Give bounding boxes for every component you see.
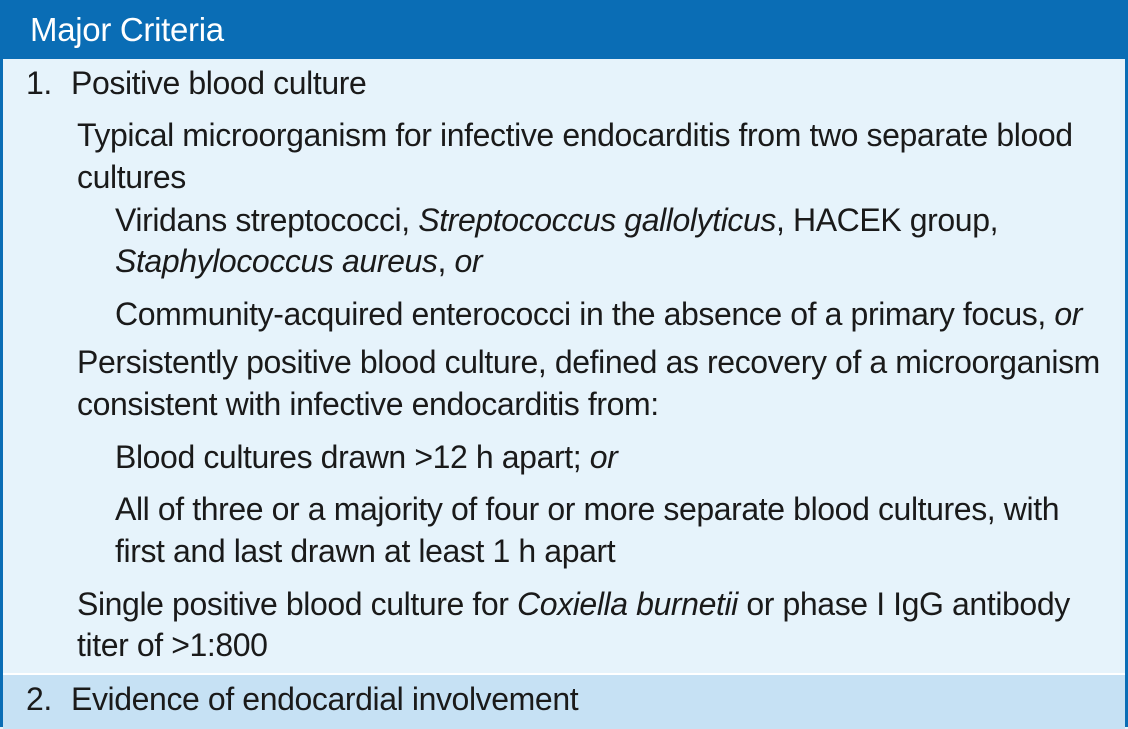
- organism-italic: Streptococcus gallolyticus: [418, 202, 777, 238]
- single-culture-line2: titer of >1:800: [77, 627, 268, 663]
- organism-italic: Coxiella burnetii: [517, 586, 738, 622]
- or-italic: or: [1054, 296, 1083, 332]
- organisms-text: ,: [437, 243, 455, 279]
- persistent-sub2-line1: All of three or a majority of four or more separate blood cultures, with: [115, 491, 1060, 527]
- persistent-line1: Persistently positive blood culture, defined as recovery of a microorganism: [77, 344, 1100, 380]
- criterion-2-number: 2.: [26, 681, 52, 717]
- persistent-sub1-text: Blood cultures drawn >12 h apart;: [115, 439, 590, 475]
- criterion-2-row: [3, 673, 1125, 729]
- single-text: or phase I IgG antibody: [737, 586, 1070, 622]
- criterion-1-number: 1.: [26, 65, 52, 101]
- organisms-text: Viridans streptococci,: [115, 202, 419, 238]
- persistent-line2: consistent with infective endocarditis from:: [77, 386, 659, 422]
- criterion-1-label: Positive blood culture: [71, 65, 367, 101]
- organisms-line1: [115, 199, 1113, 241]
- typical-organism-line1: Typical microorganism for infective endocarditis from two separate blood: [77, 117, 1073, 153]
- or-italic: or: [454, 243, 483, 279]
- organisms-text: , HACEK group,: [776, 202, 999, 238]
- organisms-line2: [115, 240, 1113, 282]
- persistent-sub1: [115, 436, 1113, 478]
- persistent-sub2-line2: first and last drawn at least 1 h apart: [115, 533, 616, 569]
- or-italic: or: [589, 439, 618, 475]
- enterococci-line: [115, 293, 1113, 335]
- enterococci-text: Community-acquired enterococci in the absence of a primary focus,: [115, 296, 1055, 332]
- single-text: Single positive blood culture for: [77, 586, 517, 622]
- typical-organism-line2: cultures: [77, 159, 186, 195]
- criterion-2-label: Evidence of endocardial involvement: [71, 681, 579, 717]
- table-header: [3, 0, 1125, 59]
- organism-italic: Staphylococcus aureus: [115, 243, 438, 279]
- header-title: Major Criteria: [30, 11, 224, 48]
- single-culture-line1: [77, 583, 1113, 625]
